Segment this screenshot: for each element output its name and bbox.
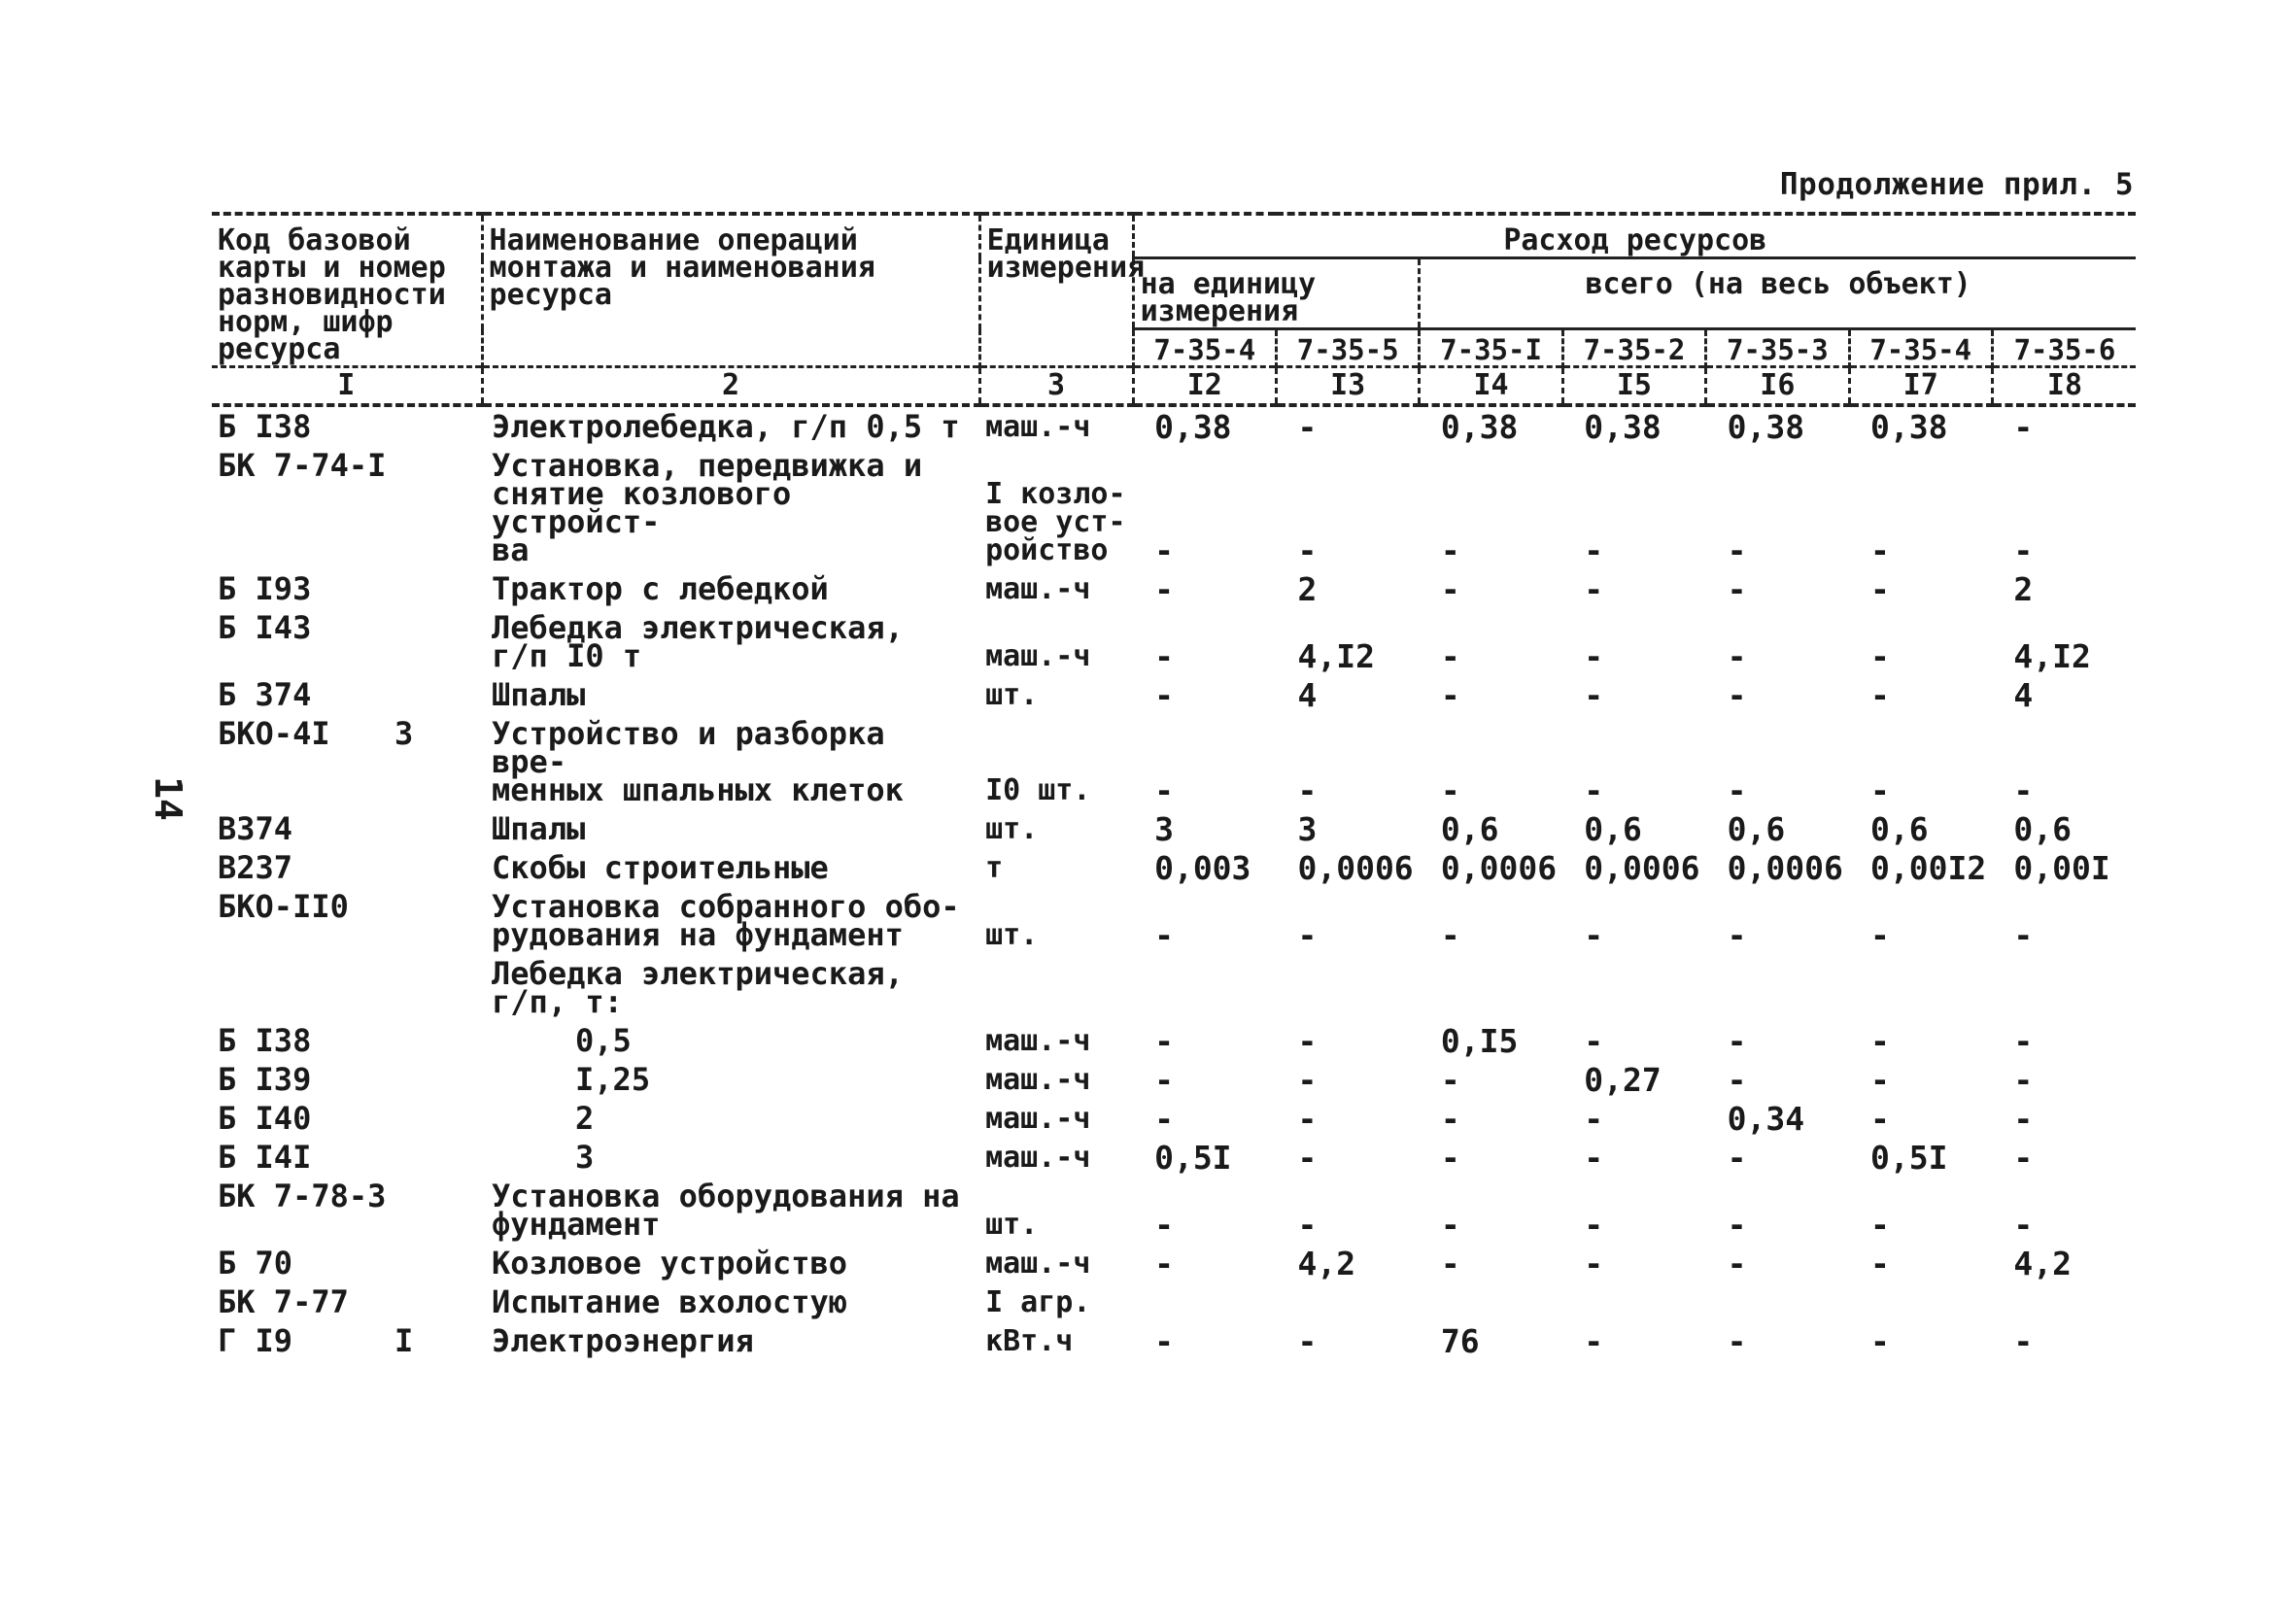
- row-value: 0,6: [1870, 810, 1929, 848]
- row-value: -: [1727, 1206, 1747, 1244]
- row-value: -: [1297, 1139, 1318, 1177]
- row-value: [1992, 1282, 2136, 1321]
- page-number: 14: [146, 776, 189, 821]
- row-value: -: [1297, 1206, 1318, 1244]
- header-total: всего (на весь объект): [1420, 258, 2136, 329]
- row-value: -: [1440, 916, 1460, 954]
- row-value: -: [1870, 1322, 1890, 1360]
- row-name: 3: [575, 1139, 595, 1176]
- row-value: [1849, 1282, 1992, 1321]
- header-number-cell: I: [212, 367, 482, 406]
- row-value: -: [1727, 531, 1747, 569]
- header-per-unit: на единицу измерения: [1133, 258, 1420, 329]
- row-value: 3: [1154, 810, 1174, 848]
- row-value: -: [1297, 1322, 1318, 1360]
- row-code: [212, 848, 482, 887]
- row-unit: маш.-ч: [985, 1102, 1091, 1136]
- row-unit: шт.: [985, 1208, 1039, 1242]
- row-code: [212, 608, 482, 675]
- row-unit: т: [985, 851, 1004, 885]
- row-name: I,25: [575, 1061, 651, 1098]
- row-unit: шт.: [985, 918, 1039, 952]
- row-code: [212, 954, 482, 1021]
- table-row: [212, 848, 2136, 887]
- resource-table-wrap: [212, 212, 2136, 1360]
- row-value: -: [1297, 531, 1318, 569]
- row-name: Скобы строительные: [492, 849, 829, 886]
- table-row: [212, 1244, 2136, 1282]
- row-value: 0,0006: [1727, 849, 1843, 887]
- header-number-cell: I2: [1133, 367, 1276, 406]
- header-number-cell: I3: [1276, 367, 1419, 406]
- row-value: 0,6: [1440, 810, 1499, 848]
- row-value: [1849, 954, 1992, 1021]
- row-value: [1706, 954, 1849, 1021]
- row-value: -: [1584, 1100, 1604, 1138]
- row-name: 2: [575, 1100, 595, 1137]
- row-value: 0,6: [2013, 810, 2073, 848]
- row-value: 0,38: [1584, 408, 1662, 446]
- row-code-text: БКО-II0: [218, 888, 349, 925]
- row-value: -: [1727, 570, 1747, 608]
- row-value: 4: [2013, 676, 2034, 714]
- row-value: -: [1584, 1245, 1604, 1282]
- row-unit: маш.-ч: [985, 1063, 1091, 1097]
- header-code-cell: 7-35-4: [1133, 329, 1276, 367]
- row-value: -: [1584, 1206, 1604, 1244]
- row-code-text: В374: [218, 810, 293, 847]
- row-value: -: [1870, 1206, 1890, 1244]
- row-value: -: [1440, 1139, 1460, 1177]
- table-row: [212, 1099, 2136, 1138]
- header-code-cell: 7-35-6: [1992, 329, 2136, 367]
- row-value: -: [1154, 1206, 1174, 1244]
- row-name: Установка собранного обо- рудования на фундамент: [492, 888, 960, 953]
- row-value: 0,5I: [1154, 1139, 1232, 1177]
- row-value: [1133, 954, 1276, 1021]
- row-code: [212, 1177, 482, 1244]
- row-code-text: Б I43: [218, 609, 312, 646]
- row-name: Электролебедка, г/п 0,5 т: [492, 408, 960, 445]
- row-name: Лебедка электрическая, г/п I0 т: [492, 609, 904, 674]
- row-code-text: В237: [218, 849, 293, 886]
- row-code-text: БК 7-78-3: [218, 1178, 387, 1214]
- row-value: 0,003: [1154, 849, 1251, 887]
- row-value: -: [1440, 637, 1460, 675]
- row-value: -: [1584, 676, 1604, 714]
- row-value: 0,0006: [1440, 849, 1558, 887]
- row-code: [212, 1244, 482, 1282]
- header-code: Код базовой карты и номер разновидности норм, шифр ресурса: [212, 214, 482, 367]
- row-value: -: [1154, 1322, 1174, 1360]
- row-code: [212, 675, 482, 714]
- row-value: -: [2013, 1022, 2034, 1060]
- row-code-text: Б I38: [218, 408, 312, 445]
- row-value: -: [1297, 1022, 1318, 1060]
- row-code: [212, 714, 482, 809]
- table-header: [212, 214, 2136, 405]
- row-value: -: [1870, 676, 1890, 714]
- row-value: -: [1440, 1100, 1460, 1138]
- table-row: [212, 608, 2136, 675]
- row-value: [1562, 1282, 1705, 1321]
- row-value: -: [1440, 1245, 1460, 1282]
- row-value: 0,00I: [2013, 849, 2110, 887]
- row-name: Козловое устройство: [492, 1245, 848, 1281]
- row-code-text: БК 7-74-I: [218, 447, 387, 484]
- row-value: -: [1584, 1139, 1604, 1177]
- row-value: 4,2: [2013, 1245, 2073, 1282]
- row-code-text: Б 70: [218, 1245, 293, 1281]
- row-value: -: [1154, 1100, 1174, 1138]
- header-name: Наименование операций монтажа и наименования ресурса: [482, 214, 979, 367]
- row-value: -: [1727, 771, 1747, 809]
- row-value: -: [1584, 1322, 1604, 1360]
- row-code-text: Г I9: [218, 1322, 293, 1359]
- row-value: [1562, 954, 1705, 1021]
- row-value: -: [1870, 916, 1890, 954]
- table-row: [212, 1021, 2136, 1060]
- row-code-text: Б I38: [218, 1022, 312, 1059]
- row-value: -: [1154, 570, 1174, 608]
- row-unit: маш.-ч: [985, 639, 1091, 673]
- row-value: -: [1584, 531, 1604, 569]
- row-value: -: [1154, 676, 1174, 714]
- row-value: [1420, 1282, 1562, 1321]
- row-code: [212, 1099, 482, 1138]
- row-value: -: [1297, 1100, 1318, 1138]
- row-value: 0,38: [1440, 408, 1519, 446]
- row-code: [212, 1021, 482, 1060]
- row-value: -: [1154, 1061, 1174, 1099]
- row-value: 0,5I: [1870, 1139, 1948, 1177]
- header-number-cell: I5: [1562, 367, 1705, 406]
- row-value: -: [1154, 1245, 1174, 1282]
- row-value: -: [2013, 916, 2034, 954]
- row-name: Электроэнергия: [492, 1322, 754, 1359]
- row-name: Устройство и разборка вре- менных шпальных клеток: [492, 715, 904, 808]
- row-value: -: [1870, 637, 1890, 675]
- row-value: 0,34: [1727, 1100, 1805, 1138]
- row-value: -: [1727, 1022, 1747, 1060]
- row-name: Шпалы: [492, 810, 586, 847]
- header-number-cell: 2: [482, 367, 979, 406]
- row-value: -: [1727, 1139, 1747, 1177]
- row-value: -: [1440, 1061, 1460, 1099]
- row-value: -: [1727, 1245, 1747, 1282]
- row-value: -: [1870, 531, 1890, 569]
- row-value: -: [1440, 570, 1460, 608]
- row-value: -: [1727, 916, 1747, 954]
- row-value: -: [1440, 531, 1460, 569]
- table-row: [212, 954, 2136, 1021]
- header-number-cell: I4: [1420, 367, 1562, 406]
- row-value: 3: [1297, 810, 1318, 848]
- row-name: Лебедка электрическая, г/п, т:: [492, 955, 904, 1020]
- row-code: [212, 887, 482, 954]
- row-code: [212, 446, 482, 569]
- row-name: Установка, передвижка и снятие козлового устройст- ва: [492, 447, 923, 568]
- row-unit: маш.-ч: [985, 1141, 1091, 1175]
- row-code-text: Б I39: [218, 1061, 312, 1098]
- row-value: 0,38: [1154, 408, 1232, 446]
- row-value: -: [1870, 771, 1890, 809]
- row-value: -: [2013, 771, 2034, 809]
- row-value: -: [1870, 1100, 1890, 1138]
- row-value: -: [1154, 771, 1174, 809]
- row-unit: маш.-ч: [985, 572, 1091, 606]
- row-name: 0,5: [575, 1022, 632, 1059]
- row-value: -: [2013, 1322, 2034, 1360]
- table-row: [212, 1177, 2136, 1244]
- row-value: 2: [1297, 570, 1318, 608]
- row-value: 4,I2: [1297, 637, 1375, 675]
- row-value: -: [1584, 570, 1604, 608]
- row-value: 0,0006: [1584, 849, 1700, 887]
- row-value: 76: [1440, 1322, 1480, 1360]
- row-value: -: [2013, 1139, 2034, 1177]
- row-value: [1992, 954, 2136, 1021]
- table-row: [212, 675, 2136, 714]
- header-code-cell: 7-35-5: [1276, 329, 1419, 367]
- row-value: -: [1727, 676, 1747, 714]
- row-code-text: БК 7-77: [218, 1283, 349, 1320]
- table-row: [212, 569, 2136, 608]
- appendix-caption: Продолжение прил. 5: [1779, 167, 2134, 202]
- header-code-cell: 7-35-2: [1562, 329, 1705, 367]
- row-value: 4,I2: [2013, 637, 2091, 675]
- row-unit: шт.: [985, 812, 1039, 846]
- row-value: -: [1584, 916, 1604, 954]
- row-value: -: [1584, 637, 1604, 675]
- table-row: [212, 446, 2136, 569]
- row-code: [212, 1282, 482, 1321]
- row-value: -: [2013, 1206, 2034, 1244]
- row-unit: I0 шт.: [985, 773, 1091, 807]
- table-row: [212, 1321, 2136, 1360]
- row-unit: кВт.ч: [985, 1324, 1074, 1358]
- header-code-cell: 7-35-3: [1706, 329, 1849, 367]
- row-value: -: [1870, 1245, 1890, 1282]
- row-value: 0,0006: [1297, 849, 1414, 887]
- row-unit: I козло- вое уст- ройство: [985, 477, 1126, 567]
- row-value: -: [2013, 531, 2034, 569]
- row-name: Трактор с лебедкой: [492, 570, 829, 607]
- row-value: [1276, 954, 1419, 1021]
- header-number-row: [212, 367, 2136, 406]
- row-value: -: [2013, 1061, 2034, 1099]
- row-value: -: [1154, 637, 1174, 675]
- row-value: 0,I5: [1440, 1022, 1519, 1060]
- row-value: -: [1297, 408, 1318, 446]
- row-value: 0,38: [1727, 408, 1805, 446]
- row-value: 4: [1297, 676, 1318, 714]
- table-row: [212, 1138, 2136, 1177]
- row-value: -: [1297, 771, 1318, 809]
- header-number-cell: 3: [979, 367, 1133, 406]
- row-value: -: [1870, 1022, 1890, 1060]
- table-body: [212, 405, 2136, 1360]
- table-row: [212, 809, 2136, 848]
- table-row: [212, 714, 2136, 809]
- header-resource-group: Расход ресурсов: [1133, 214, 2136, 258]
- row-value: -: [1440, 1206, 1460, 1244]
- row-code: [212, 405, 482, 446]
- row-name: Установка оборудования на фундамент: [492, 1178, 960, 1243]
- row-value: -: [1154, 531, 1174, 569]
- table-row: [212, 405, 2136, 446]
- header-number-cell: I6: [1706, 367, 1849, 406]
- row-value: 0,27: [1584, 1061, 1662, 1099]
- row-value: -: [1584, 1022, 1604, 1060]
- row-value: -: [1440, 676, 1460, 714]
- row-value: -: [1440, 771, 1460, 809]
- row-code: [212, 809, 482, 848]
- row-code-suffix: I: [394, 1322, 414, 1359]
- row-value: 0,6: [1584, 810, 1642, 848]
- row-name: Шпалы: [492, 676, 586, 713]
- row-value: 0,6: [1727, 810, 1786, 848]
- row-value: -: [1154, 1022, 1174, 1060]
- row-code-text: Б I40: [218, 1100, 312, 1137]
- row-value: -: [1154, 916, 1174, 954]
- row-value: [1133, 1282, 1276, 1321]
- row-code-text: Б I4I: [218, 1139, 312, 1176]
- header-number-cell: I7: [1849, 367, 1992, 406]
- row-value: -: [1727, 637, 1747, 675]
- table-row: [212, 1060, 2136, 1099]
- row-value: -: [1727, 1061, 1747, 1099]
- row-value: -: [2013, 1100, 2034, 1138]
- row-unit: [979, 954, 1133, 1021]
- row-value: 0,00I2: [1870, 849, 1987, 887]
- row-value: -: [1584, 771, 1604, 809]
- row-value: 2: [2013, 570, 2034, 608]
- row-code-text: Б I93: [218, 570, 312, 607]
- table-row: [212, 887, 2136, 954]
- row-code: [212, 569, 482, 608]
- row-value: [1420, 954, 1562, 1021]
- row-value: -: [1870, 570, 1890, 608]
- row-value: -: [1297, 916, 1318, 954]
- row-name: Испытание вхолостую: [492, 1283, 848, 1320]
- header-code-cell: 7-35-I: [1420, 329, 1562, 367]
- row-code-text: БКО-4I: [218, 715, 330, 752]
- row-value: -: [1727, 1322, 1747, 1360]
- header-number-cell: I8: [1992, 367, 2136, 406]
- header-code-cell: 7-35-4: [1849, 329, 1992, 367]
- row-code: [212, 1138, 482, 1177]
- row-code: [212, 1060, 482, 1099]
- row-code-suffix: 3: [394, 715, 414, 752]
- row-unit: маш.-ч: [985, 1024, 1091, 1058]
- row-value: 4,2: [1297, 1245, 1356, 1282]
- row-code-text: Б 374: [218, 676, 312, 713]
- resource-table: [212, 212, 2136, 1360]
- row-value: -: [2013, 408, 2034, 446]
- row-unit: маш.-ч: [985, 1247, 1091, 1281]
- row-code: [212, 1321, 482, 1360]
- row-value: [1276, 1282, 1419, 1321]
- row-unit: шт.: [985, 678, 1039, 712]
- row-value: -: [1297, 1061, 1318, 1099]
- table-row: [212, 1282, 2136, 1321]
- row-value: [1706, 1282, 1849, 1321]
- header-unit: Единица измерения: [979, 214, 1133, 367]
- row-unit: I агр.: [985, 1285, 1091, 1319]
- row-value: 0,38: [1870, 408, 1948, 446]
- row-unit: маш.-ч: [985, 410, 1091, 444]
- row-value: -: [1870, 1061, 1890, 1099]
